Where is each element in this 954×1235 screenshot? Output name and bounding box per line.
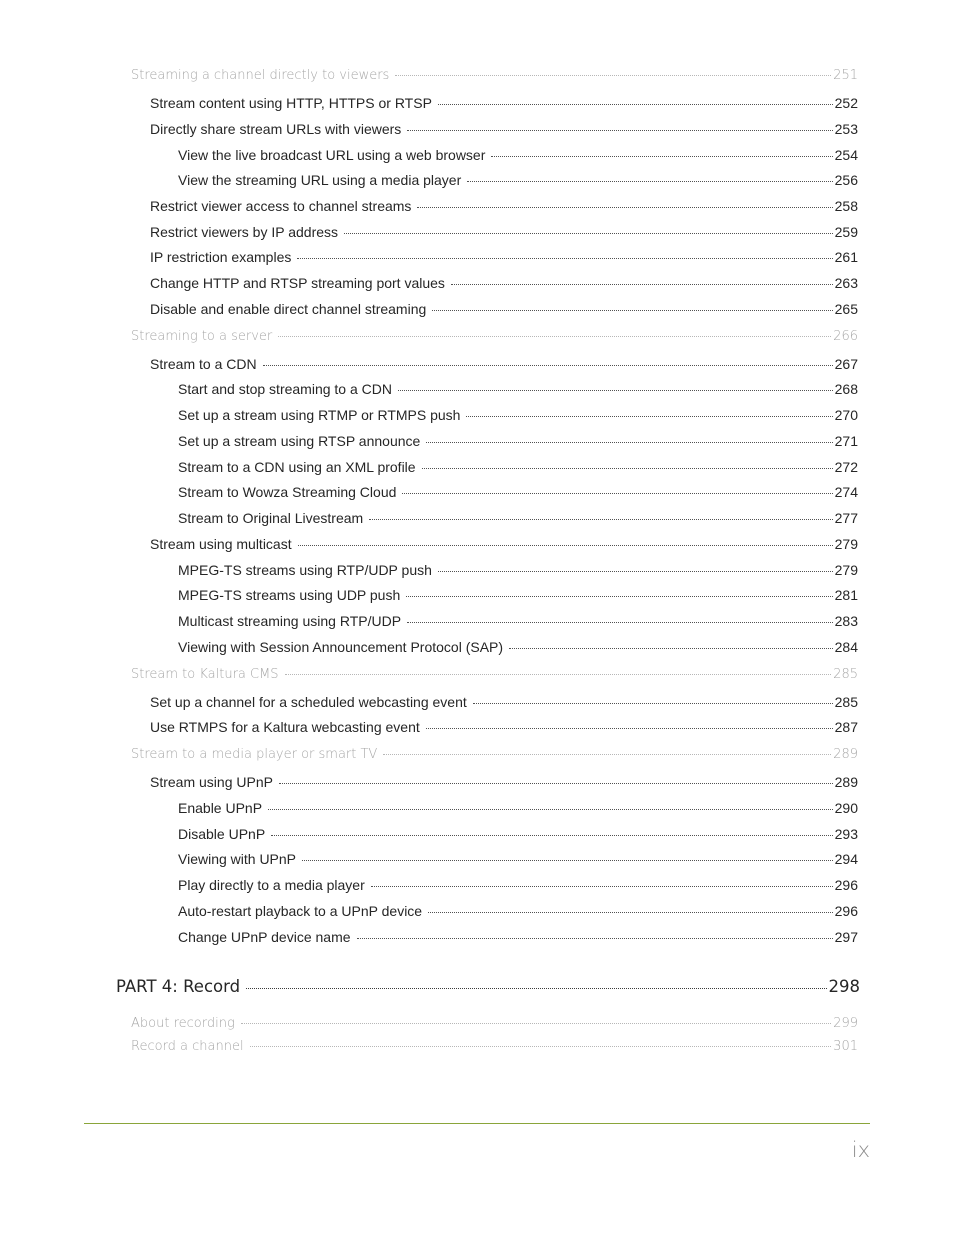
- dot-leader: [246, 988, 826, 989]
- dot-leader: [371, 886, 833, 887]
- toc-entry[interactable]: [150, 224, 858, 240]
- toc-entry[interactable]: [178, 851, 858, 867]
- toc-entry-title: Directly share stream URLs with viewers: [150, 121, 402, 137]
- toc-entry-title: Stream using UPnP: [150, 774, 273, 790]
- toc-entry-title: Stream to a media player or smart TV: [131, 747, 378, 762]
- toc-entry-page: 279: [834, 562, 858, 578]
- dot-leader: [357, 938, 833, 939]
- toc-entry-page: 271: [834, 433, 858, 449]
- dot-leader: [422, 468, 833, 469]
- toc-entry[interactable]: [178, 459, 858, 475]
- toc-entry[interactable]: [150, 694, 858, 710]
- toc-entry[interactable]: [178, 381, 858, 397]
- toc-entry-title: Stream using multicast: [150, 536, 292, 552]
- toc-entry-title: Stream to Original Livestream: [178, 510, 364, 526]
- dot-leader: [407, 622, 833, 623]
- toc-entry-title: Set up a channel for a scheduled webcasting event: [150, 694, 467, 710]
- toc-entry-page: 281: [834, 587, 858, 603]
- dot-leader: [268, 809, 833, 810]
- toc-section-entry[interactable]: [131, 329, 858, 344]
- dot-leader: [432, 310, 832, 311]
- toc-entry[interactable]: [178, 903, 858, 919]
- toc-entry-title: Auto-restart playback to a UPnP device: [178, 903, 423, 919]
- dot-leader: [473, 703, 833, 704]
- toc-entry-page: 256: [834, 172, 858, 188]
- toc-entry-page: 265: [834, 301, 858, 317]
- toc-entry-page: 259: [834, 224, 858, 240]
- toc-entry-title: Change HTTP and RTSP streaming port values: [150, 275, 445, 291]
- dot-leader: [279, 783, 833, 784]
- dot-leader: [451, 284, 833, 285]
- toc-entry-page: 298: [828, 977, 860, 996]
- toc-entry[interactable]: [178, 800, 858, 816]
- toc-entry-page: 277: [834, 510, 858, 526]
- toc-entry-title: Play directly to a media player: [178, 877, 365, 893]
- toc-section-entry[interactable]: [131, 667, 858, 682]
- toc-entry-page: 252: [834, 95, 858, 111]
- dot-leader: [298, 545, 833, 546]
- toc-entry[interactable]: [178, 929, 858, 945]
- toc-entry-page: 284: [834, 639, 858, 655]
- toc-entry-page: 296: [834, 877, 858, 893]
- toc-entry-title: Stream to Wowza Streaming Cloud: [178, 484, 397, 500]
- toc-entry-page: 296: [834, 903, 858, 919]
- toc-entry-title: PART 4: Record: [116, 977, 241, 996]
- dot-leader: [438, 571, 833, 572]
- dot-leader: [395, 75, 831, 76]
- dot-leader: [250, 1046, 832, 1047]
- toc-part-entry[interactable]: [116, 977, 860, 996]
- toc-entry[interactable]: [178, 510, 858, 526]
- toc-entry[interactable]: [150, 719, 858, 735]
- toc-entry-title: Restrict viewer access to channel streams: [150, 198, 412, 214]
- toc-entry[interactable]: [178, 172, 858, 188]
- toc-entry[interactable]: [178, 587, 858, 603]
- toc-entry-title: Record a channel: [131, 1039, 244, 1054]
- toc-entry-page: 274: [834, 484, 858, 500]
- dot-leader: [428, 912, 833, 913]
- page-number: ix: [851, 1138, 870, 1162]
- toc-entry[interactable]: [150, 95, 858, 111]
- dot-leader: [491, 156, 832, 157]
- dot-leader: [383, 754, 831, 755]
- toc-entry-page: 294: [834, 851, 858, 867]
- toc-entry-title: Viewing with Session Announcement Protocol (SAP): [178, 639, 504, 655]
- dot-leader: [407, 130, 832, 131]
- dot-leader: [417, 207, 832, 208]
- dot-leader: [297, 258, 832, 259]
- toc-entry-title: Use RTMPS for a Kaltura webcasting event: [150, 719, 420, 735]
- toc-entry-title: MPEG-TS streams using RTP/UDP push: [178, 562, 432, 578]
- toc-entry-title: Streaming a channel directly to viewers: [131, 68, 390, 83]
- dot-leader: [438, 104, 833, 105]
- toc-entry-page: 293: [834, 826, 858, 842]
- toc-entry[interactable]: [178, 639, 858, 655]
- toc-entry[interactable]: [178, 877, 858, 893]
- toc-entry-page: 270: [834, 407, 858, 423]
- toc-entry[interactable]: [178, 613, 858, 629]
- dot-leader: [263, 365, 833, 366]
- dot-leader: [509, 648, 833, 649]
- dot-leader: [426, 442, 832, 443]
- dot-leader: [398, 390, 833, 391]
- toc-entry-page: 268: [834, 381, 858, 397]
- dot-leader: [344, 233, 833, 234]
- toc-entry-title: Set up a stream using RTSP announce: [178, 433, 421, 449]
- toc-entry-page: 266: [833, 329, 858, 344]
- dot-leader: [241, 1023, 831, 1024]
- dot-leader: [426, 728, 833, 729]
- toc-entry-page: 258: [834, 198, 858, 214]
- toc-entry-title: Multicast streaming using RTP/UDP: [178, 613, 402, 629]
- toc-entry-page: 254: [834, 147, 858, 163]
- toc-entry-page: 272: [834, 459, 858, 475]
- toc-entry-page: 290: [834, 800, 858, 816]
- toc-entry[interactable]: [150, 536, 858, 552]
- toc-entry-page: 297: [834, 929, 858, 945]
- toc-entry-title: Enable UPnP: [178, 800, 263, 816]
- dot-leader: [278, 336, 831, 337]
- toc-entry-page: 299: [833, 1016, 858, 1031]
- toc-entry-title: Stream to a CDN: [150, 356, 257, 372]
- toc-entry[interactable]: [178, 484, 858, 500]
- dot-leader: [467, 181, 832, 182]
- dot-leader: [406, 596, 832, 597]
- toc-entry-page: 251: [833, 68, 858, 83]
- dot-leader: [302, 860, 833, 861]
- toc-entry-page: 279: [834, 536, 858, 552]
- toc-entry-title: Stream to a CDN using an XML profile: [178, 459, 416, 475]
- toc-section-entry[interactable]: [131, 747, 858, 762]
- toc-entry-title: Streaming to a server: [131, 329, 273, 344]
- dot-leader: [285, 674, 832, 675]
- toc-entry-page: 285: [834, 694, 858, 710]
- dot-leader: [369, 519, 832, 520]
- footer-divider: [84, 1123, 870, 1124]
- toc-entry-page: 287: [834, 719, 858, 735]
- toc-entry-page: 285: [833, 667, 858, 682]
- toc-entry-title: MPEG-TS streams using UDP push: [178, 587, 401, 603]
- toc-entry-title: View the streaming URL using a media player: [178, 172, 462, 188]
- dot-leader: [466, 416, 832, 417]
- toc-entry[interactable]: [150, 275, 858, 291]
- toc-entry[interactable]: [150, 301, 858, 317]
- toc-entry-page: 267: [834, 356, 858, 372]
- toc-section-entry[interactable]: [131, 68, 858, 83]
- toc-entry-title: About recording: [131, 1016, 235, 1031]
- toc-entry[interactable]: [178, 147, 858, 163]
- toc-entry-title: Stream to Kaltura CMS: [131, 667, 279, 682]
- toc-section-entry[interactable]: [131, 1039, 858, 1054]
- toc-entry[interactable]: [178, 433, 858, 449]
- toc-entry-page: 261: [834, 249, 858, 265]
- toc-entry-title: Stream content using HTTP, HTTPS or RTSP: [150, 95, 432, 111]
- toc-entry-title: Restrict viewers by IP address: [150, 224, 339, 240]
- toc-entry-title: Viewing with UPnP: [178, 851, 297, 867]
- toc-entry-page: 263: [834, 275, 858, 291]
- toc-entry[interactable]: [150, 249, 858, 265]
- toc-entry-title: Start and stop streaming to a CDN: [178, 381, 392, 397]
- toc-entry-page: 283: [834, 613, 858, 629]
- dot-leader: [271, 835, 832, 836]
- toc-entry[interactable]: [178, 826, 858, 842]
- toc-section-entry[interactable]: [131, 1016, 858, 1031]
- toc-entry-title: Disable UPnP: [178, 826, 266, 842]
- toc-entry-title: Set up a stream using RTMP or RTMPS push: [178, 407, 461, 423]
- dot-leader: [402, 493, 832, 494]
- toc-entry-page: 301: [833, 1039, 858, 1054]
- toc-entry[interactable]: [150, 198, 858, 214]
- toc-entry[interactable]: [150, 774, 858, 790]
- toc-entry[interactable]: [150, 356, 858, 372]
- toc-entry-title: Change UPnP device name: [178, 929, 351, 945]
- toc-entry[interactable]: [150, 121, 858, 137]
- toc-entry[interactable]: [178, 407, 858, 423]
- toc-entry-page: 253: [834, 121, 858, 137]
- toc-entry-title: Disable and enable direct channel streaming: [150, 301, 427, 317]
- toc-entry-page: 289: [833, 747, 858, 762]
- toc-entry-page: 289: [834, 774, 858, 790]
- toc-entry[interactable]: [178, 562, 858, 578]
- toc-entry-title: IP restriction examples: [150, 249, 292, 265]
- toc-entry-title: View the live broadcast URL using a web browser: [178, 147, 486, 163]
